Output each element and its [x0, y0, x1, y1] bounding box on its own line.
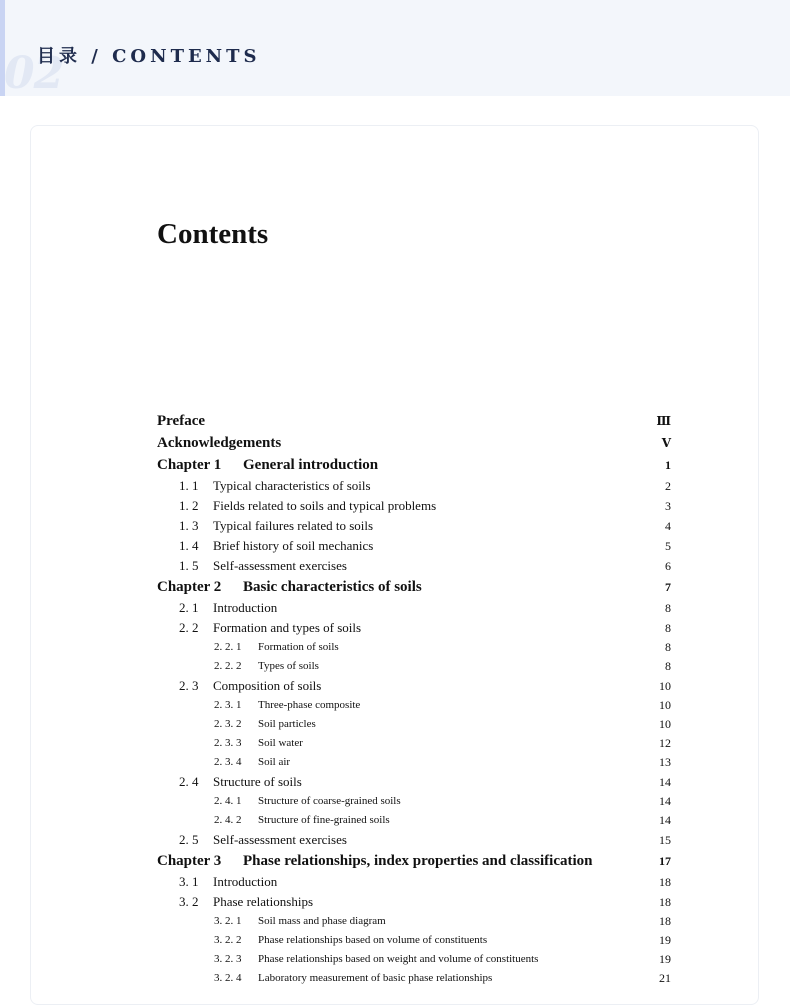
- toc-entry-number: Chapter 1: [157, 457, 222, 473]
- toc-entry-number: 2. 4. 2: [214, 814, 242, 826]
- toc-entry-page-number: 8: [665, 640, 671, 654]
- toc-entry-page-number: 8: [665, 621, 671, 635]
- toc-entry-title: Introduction: [213, 600, 278, 615]
- toc-entry[interactable]: [157, 696, 671, 715]
- toc-entry[interactable]: [157, 598, 671, 618]
- section-title: 目录 / CONTENTS: [37, 46, 261, 67]
- toc-entry-page-number: 6: [665, 559, 671, 573]
- toc-entry-number: 2. 1: [179, 600, 199, 615]
- toc-entry[interactable]: [157, 410, 671, 432]
- table-of-contents: [157, 410, 671, 988]
- toc-entry-page-number: Ⅲ: [656, 414, 671, 428]
- toc-entry-title: Formation and types of soils: [213, 620, 362, 635]
- toc-entry-title: Structure of fine-grained soils: [258, 814, 390, 826]
- toc-entry[interactable]: [157, 811, 671, 830]
- toc-entry-title: Brief history of soil mechanics: [213, 538, 374, 553]
- toc-entry-number: 1. 5: [179, 558, 199, 573]
- toc-entry-page-number: 14: [659, 775, 671, 789]
- toc-entry-page-number: 13: [659, 755, 671, 769]
- toc-entry-number: Chapter 2: [157, 579, 222, 595]
- toc-entry[interactable]: [157, 792, 671, 811]
- toc-entry-page-number: 18: [659, 914, 671, 928]
- toc-entry-number: 3. 2. 2: [214, 934, 242, 946]
- toc-entry-title: Structure of coarse-grained soils: [258, 795, 401, 807]
- toc-entry-page-number: 10: [659, 679, 671, 693]
- toc-entry[interactable]: [157, 772, 671, 792]
- toc-entry[interactable]: [157, 476, 671, 496]
- toc-entry-title: Soil mass and phase diagram: [258, 915, 386, 927]
- toc-entry-title: Laboratory measurement of basic phase relationships: [258, 972, 493, 984]
- toc-entry-number: 2. 3. 4: [214, 756, 242, 768]
- toc-entry-title: Fields related to soils and typical problems: [213, 498, 437, 513]
- toc-entry-title: Formation of soils: [258, 641, 339, 653]
- toc-entry-page-number: 18: [659, 875, 671, 889]
- toc-entry-title: Typical characteristics of soils: [213, 478, 371, 493]
- toc-entry-title: General introduction: [243, 457, 379, 473]
- toc-entry[interactable]: [157, 496, 671, 516]
- toc-entry[interactable]: [157, 516, 671, 536]
- page-title: Contents: [157, 218, 269, 250]
- toc-entry[interactable]: [157, 454, 671, 476]
- toc-entry-page-number: 8: [665, 659, 671, 673]
- toc-entry[interactable]: [157, 753, 671, 772]
- toc-entry[interactable]: [157, 969, 671, 988]
- toc-entry-number: 2. 4: [179, 774, 199, 789]
- toc-entry-page-number: 5: [665, 539, 671, 553]
- toc-entry[interactable]: [157, 576, 671, 598]
- toc-entry-page-number: 18: [659, 895, 671, 909]
- toc-entry-number: 2. 3. 2: [214, 718, 242, 730]
- toc-entry-number: 1. 1: [179, 478, 199, 493]
- toc-entry-title: Phase relationships: [213, 894, 314, 909]
- toc-entry-title: Phase relationships, index properties and classification: [243, 853, 593, 869]
- toc-entry-number: 2. 2: [179, 620, 199, 635]
- toc-entry-number: 3. 2: [179, 894, 199, 909]
- toc-entry-number: 1. 3: [179, 518, 199, 533]
- toc-entry-number: 1. 4: [179, 538, 199, 553]
- toc-entry[interactable]: [157, 536, 671, 556]
- toc-entry-number: 3. 2. 3: [214, 953, 242, 965]
- toc-entry-title: Structure of soils: [213, 774, 302, 789]
- toc-entry[interactable]: [157, 734, 671, 753]
- toc-entry[interactable]: [157, 950, 671, 969]
- toc-entry-title: Self-assessment exercises: [213, 832, 347, 847]
- toc-entry-title: Soil water: [258, 737, 303, 749]
- toc-entry-page-number: 15: [659, 833, 671, 847]
- toc-entry-page-number: 10: [659, 717, 671, 731]
- toc-entry-number: 3. 2. 4: [214, 972, 242, 984]
- toc-entry[interactable]: [157, 556, 671, 576]
- toc-entry-title: Basic characteristics of soils: [243, 579, 422, 595]
- toc-entry-page-number: Ⅴ: [661, 436, 671, 450]
- toc-entry-number: 3. 2. 1: [214, 915, 242, 927]
- toc-entry-number: 2. 3: [179, 678, 199, 693]
- toc-entry-page-number: 7: [665, 580, 671, 594]
- toc-entry-page-number: 14: [659, 813, 671, 827]
- toc-entry-page-number: 1: [665, 458, 671, 472]
- toc-entry[interactable]: [157, 432, 671, 454]
- toc-entry[interactable]: [157, 638, 671, 657]
- toc-entry-title: Preface: [157, 413, 206, 429]
- toc-entry-title: Composition of soils: [213, 678, 322, 693]
- toc-entry-number: 2. 2. 1: [214, 641, 242, 653]
- toc-entry-title: Typical failures related to soils: [213, 518, 374, 533]
- toc-entry-page-number: 4: [665, 519, 671, 533]
- toc-entry-page-number: 14: [659, 794, 671, 808]
- toc-entry-title: Self-assessment exercises: [213, 558, 347, 573]
- toc-entry[interactable]: [157, 850, 671, 872]
- toc-entry-title: Phase relationships based on weight and volume of constituents: [258, 953, 539, 965]
- toc-entry-title: Three-phase composite: [258, 699, 361, 711]
- toc-entry-page-number: 21: [659, 971, 671, 985]
- toc-entry-number: 3. 1: [179, 874, 199, 889]
- toc-entry[interactable]: [157, 872, 671, 892]
- toc-entry-page-number: 8: [665, 601, 671, 615]
- toc-entry-page-number: 10: [659, 698, 671, 712]
- toc-entry-title: Soil air: [258, 756, 291, 768]
- toc-entry-page-number: 17: [659, 854, 671, 868]
- toc-entry-number: 2. 5: [179, 832, 199, 847]
- toc-entry-number: Chapter 3: [157, 853, 222, 869]
- toc-entry-page-number: 2: [665, 479, 671, 493]
- toc-entry-title: Soil particles: [258, 718, 316, 730]
- toc-entry-title: Introduction: [213, 874, 278, 889]
- toc-entry-page-number: 3: [665, 499, 671, 513]
- toc-entry-title: Types of soils: [258, 660, 319, 672]
- toc-entry[interactable]: [157, 676, 671, 696]
- toc-entry[interactable]: [157, 618, 671, 638]
- section-number-watermark: 02: [4, 48, 64, 99]
- toc-entry-page-number: 12: [659, 736, 671, 750]
- toc-entry[interactable]: [157, 931, 671, 950]
- toc-entry-number: 2. 4. 1: [214, 795, 242, 807]
- toc-entry[interactable]: [157, 912, 671, 931]
- toc-entry-title: Phase relationships based on volume of constituents: [258, 934, 488, 946]
- toc-entry-title: Acknowledgements: [157, 435, 282, 451]
- toc-entry-number: 2. 2. 2: [214, 660, 242, 672]
- toc-entry[interactable]: [157, 830, 671, 850]
- toc-entry[interactable]: [157, 715, 671, 734]
- toc-entry-number: 2. 3. 1: [214, 699, 242, 711]
- toc-entry-page-number: 19: [659, 933, 671, 947]
- toc-entry-number: 2. 3. 3: [214, 737, 242, 749]
- toc-entry[interactable]: [157, 892, 671, 912]
- toc-entry[interactable]: [157, 657, 671, 676]
- toc-entry-number: 1. 2: [179, 498, 199, 513]
- toc-entry-page-number: 19: [659, 952, 671, 966]
